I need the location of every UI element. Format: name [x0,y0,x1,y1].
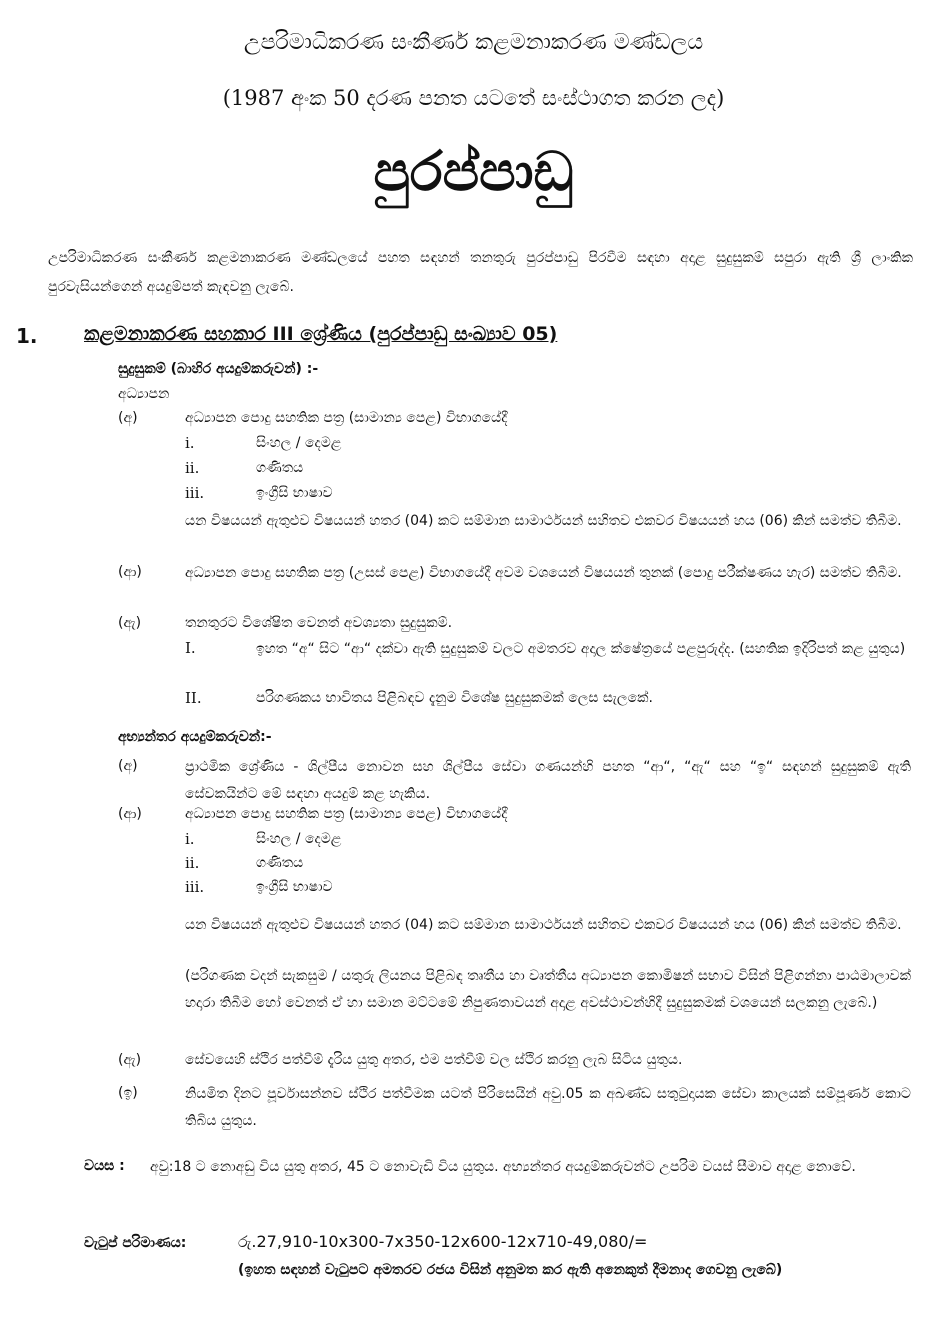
intro-paragraph: උපරිමාධිකරණ සංකීර්ණ කළමනාකරණ මණ්ඩලයේ පහත සඳහන් තනතුරු පුරප්පාඩු පිරවීම සඳහා අදාළ සුදුසුකම් සපුරා ඇති ශ්‍රී ලාංකික පුරවැසියන්ගෙන් අයදුම්පත් කැඳවනු ලැබේ. [48,250,913,295]
external-subject-1: සිංහල / දෙමළ [256,435,342,451]
external-subject-numeral-2: ii. [185,459,200,477]
salary-note: (ඉහත සඳහන් වැටුපට අමතරව රජය විසින් අනුමත කර ඇති අනෙකුත් දීමනාද ගෙවනු ලැබේ) [238,1262,783,1278]
internal-subject-2: ගණිතය [256,855,304,871]
special-numeral-2: II. [185,689,202,707]
external-item-a: අධ්‍යාපන පොදු සහතික පත්‍ර (සාමාන්‍ය පෙළ) විභාගයේදී [185,410,508,426]
section-title: කළමනාකරණ සහකාර III ශ්‍රේණිය (පුරප්පාඩු සංඛ්‍යාව 05) [84,323,558,345]
external-subject-numeral-1: i. [185,434,195,452]
internal-item-aa: අධ්‍යාපන පොදු සහතික පත්‍ර (සාමාන්‍ය පෙළ) විභාගයේදී [185,806,508,822]
external-subject-numeral-3: iii. [185,484,205,502]
salary-label: වැටුප් පරිමාණය: [84,1235,187,1251]
special-qualification-2: පරිගණකය භාවිතය පිළිබඳව දැනුම විශේෂ සුදුසුකමක් ලෙස සැලකේ. [256,690,653,706]
salary-scale: රු.27,910-10x300-7x350-12x600-12x710-49,080/= [238,1232,648,1251]
special-numeral-1: I. [185,639,196,657]
internal-item-ae: සේවයෙහි ස්ථිර පත්වීම් දැරිය යුතු අතර, එම පත්වීම් වල ස්ථිර කරනු ලැබ සිටිය යුතුය. [185,1052,683,1068]
external-marker-aa: (ආ) [118,564,142,580]
internal-marker-a: (අ) [118,758,138,774]
internal-subject-3: ඉංග්‍රීසි භාෂාව [256,879,333,895]
vacancies-heading: පුරප්පාඩු [373,140,574,203]
internal-item-i: නියමිත දිනට පූර්වාසන්නව ස්ථිර පත්වීමක යටත් පිරිසෙයින් අවු.05 ක අඛණ්ඩ සතුටුදායක සේවා කාලයක් සම්පූර්ණ කොට තිබිය යුතුය. [185,1086,911,1129]
section-number: 1. [16,324,38,348]
internal-item-a: ප්‍රාථමික ශ්‍රේණිය - ශිල්පීය නොවන සහ ශිල්පීය සේවා ගණයන්හි පහත “ආ“, “ඇ“ සහ “ඉ“ සඳහන් සුදුසුකම් ඇති සේවකයින්ට මේ සඳහා අයදුම් කළ හැකිය. [185,759,911,802]
external-item-ae: තනතුරට විශේෂිත වෙනත් අවශ්‍යතා සුදුසුකම්. [185,615,453,631]
internal-subject-1: සිංහල / දෙමළ [256,831,342,847]
act-reference: (1987 අංක 50 දරණ පනත යටතේ සංස්ථාගත කරන ලද) [222,86,725,110]
internal-marker-ae: (ඇ) [118,1052,142,1068]
special-qualification-1: ඉහත “අ“ සිට “ආ“ දක්වා ඇති සුදුසුකම් වලට අමතරව අදාල ක්ෂේත්‍රයේ පළපුරුද්ද. (සහතික ඉදිරිපත් කළ යුතුය) [256,641,906,657]
internal-applicants-heading: අභ්‍යන්තර අයදුම්කරුවන්:- [118,729,272,745]
age-label: වයස : [84,1158,125,1174]
external-qualifications-heading: සුදුසුකම් (බාහිර අයදුම්කරුවන්) :- [118,361,319,377]
external-item-aa: අධ්‍යාපන පොදු සහතික පත්‍ර (උසස් පෙළ) විභාගයේදී අවම වශයෙන් විෂයයන් තුනක් (පොදු පරීක්ෂණය හැර) සමත්ව තිබීම. [185,565,902,581]
internal-marker-i: (ඉ) [118,1085,138,1101]
internal-note-text: (පරිගණක වදන් සැකසුම / යතුරු ලියනය පිළිබඳ තෘතීය හා වෘත්තීය අධ්‍යාපන කොමිෂන් සභාව විසින් පිළිගන්නා පාඨමාලාවක් හදාරා තිබීම හෝ වෙනත් ඒ හා සමාන මට්ටමේ නිපුණතාවයන් අදාළ අවස්ථාවන්හිදී සුදුසුකමක් වශයෙන් සලකනු ලැබේ.) [185,968,911,1011]
external-marker-a: (අ) [118,410,138,426]
external-marker-ae: (ඇ) [118,615,142,631]
external-passes-text: යන විෂයයන් ඇතුළුව විෂයයන් හතර (04) කට සම්මාන සාමාර්ථයන් සහිතව එකවර විෂයයන් හය (06) කින් සමත්ව තිබීම. [185,513,902,529]
organization-title: උපරිමාධිකරණ සංකීර්ණ කළමනාකරණ මණ්ඩලය [243,30,704,55]
age-text: අවු:18 ට නොඅඩු විය යුතු අතර, 45 ට නොවැඩි විය යුතුය. අභ්‍යන්තර අයදුම්කරුවන්ට උපරිම වයස් සීමාව අදාළ නොවේ. [150,1159,856,1175]
internal-passes-text: යන විෂයයන් ඇතුළුව විෂයයන් හතර (04) කට සම්මාන සාමාර්ථයන් සහිතව එකවර විෂයයන් හය (06) කින් සමත්ව තිබීම. [185,917,902,933]
education-label: අධ්‍යාපන [118,386,170,402]
external-subject-3: ඉංග්‍රීසි භාෂාව [256,485,333,501]
internal-subject-numeral-3: iii. [185,878,205,896]
external-subject-2: ගණිතය [256,460,304,476]
internal-subject-numeral-1: i. [185,830,195,848]
internal-subject-numeral-2: ii. [185,854,200,872]
internal-marker-aa: (ආ) [118,806,142,822]
